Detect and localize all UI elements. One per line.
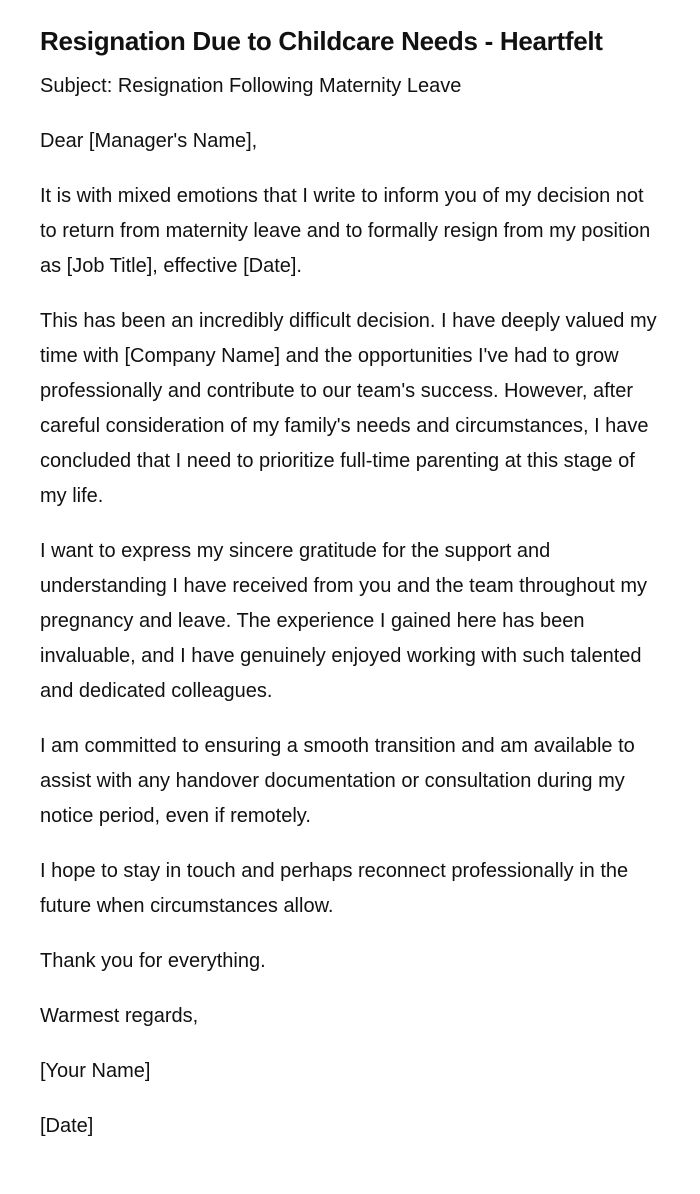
body-paragraph: I am committed to ensuring a smooth transition and am available to assist with any handover documentation or consultation during my notice period, even if remotely. — [40, 735, 635, 827]
subject-line: Subject: Resignation Following Maternity Leave — [40, 75, 462, 97]
signature-name: [Your Name] — [40, 1060, 151, 1082]
body-paragraph: I hope to stay in touch and perhaps reconnect professionally in the future when circumstances allow. — [40, 860, 629, 917]
body-paragraph: It is with mixed emotions that I write to inform you of my decision not to return from maternity leave and to formally resign from my position as [Job Title], effective [Date]. — [40, 185, 651, 277]
body-paragraph: This has been an incredibly difficult decision. I have deeply valued my time with [Company Name] and the opportunities I've had to grow professionally and contribute to our team's success. However, after careful consideration of my family's needs and circumstances, I have concluded that I need to prioritize full-time parenting at this stage of my life. — [40, 310, 657, 507]
signature-date: [Date] — [40, 1115, 94, 1137]
body-paragraph: I want to express my sincere gratitude for the support and understanding I have received from you and the team throughout my pregnancy and leave. The experience I gained here has been invaluable, and I have genuinely enjoyed working with such talented and dedicated colleagues. — [40, 540, 648, 702]
closing-line: Warmest regards, — [40, 1005, 199, 1027]
thanks-line: Thank you for everything. — [40, 950, 266, 972]
page-title: Resignation Due to Childcare Needs - Heartfelt — [40, 26, 603, 56]
salutation: Dear [Manager's Name], — [40, 130, 258, 152]
